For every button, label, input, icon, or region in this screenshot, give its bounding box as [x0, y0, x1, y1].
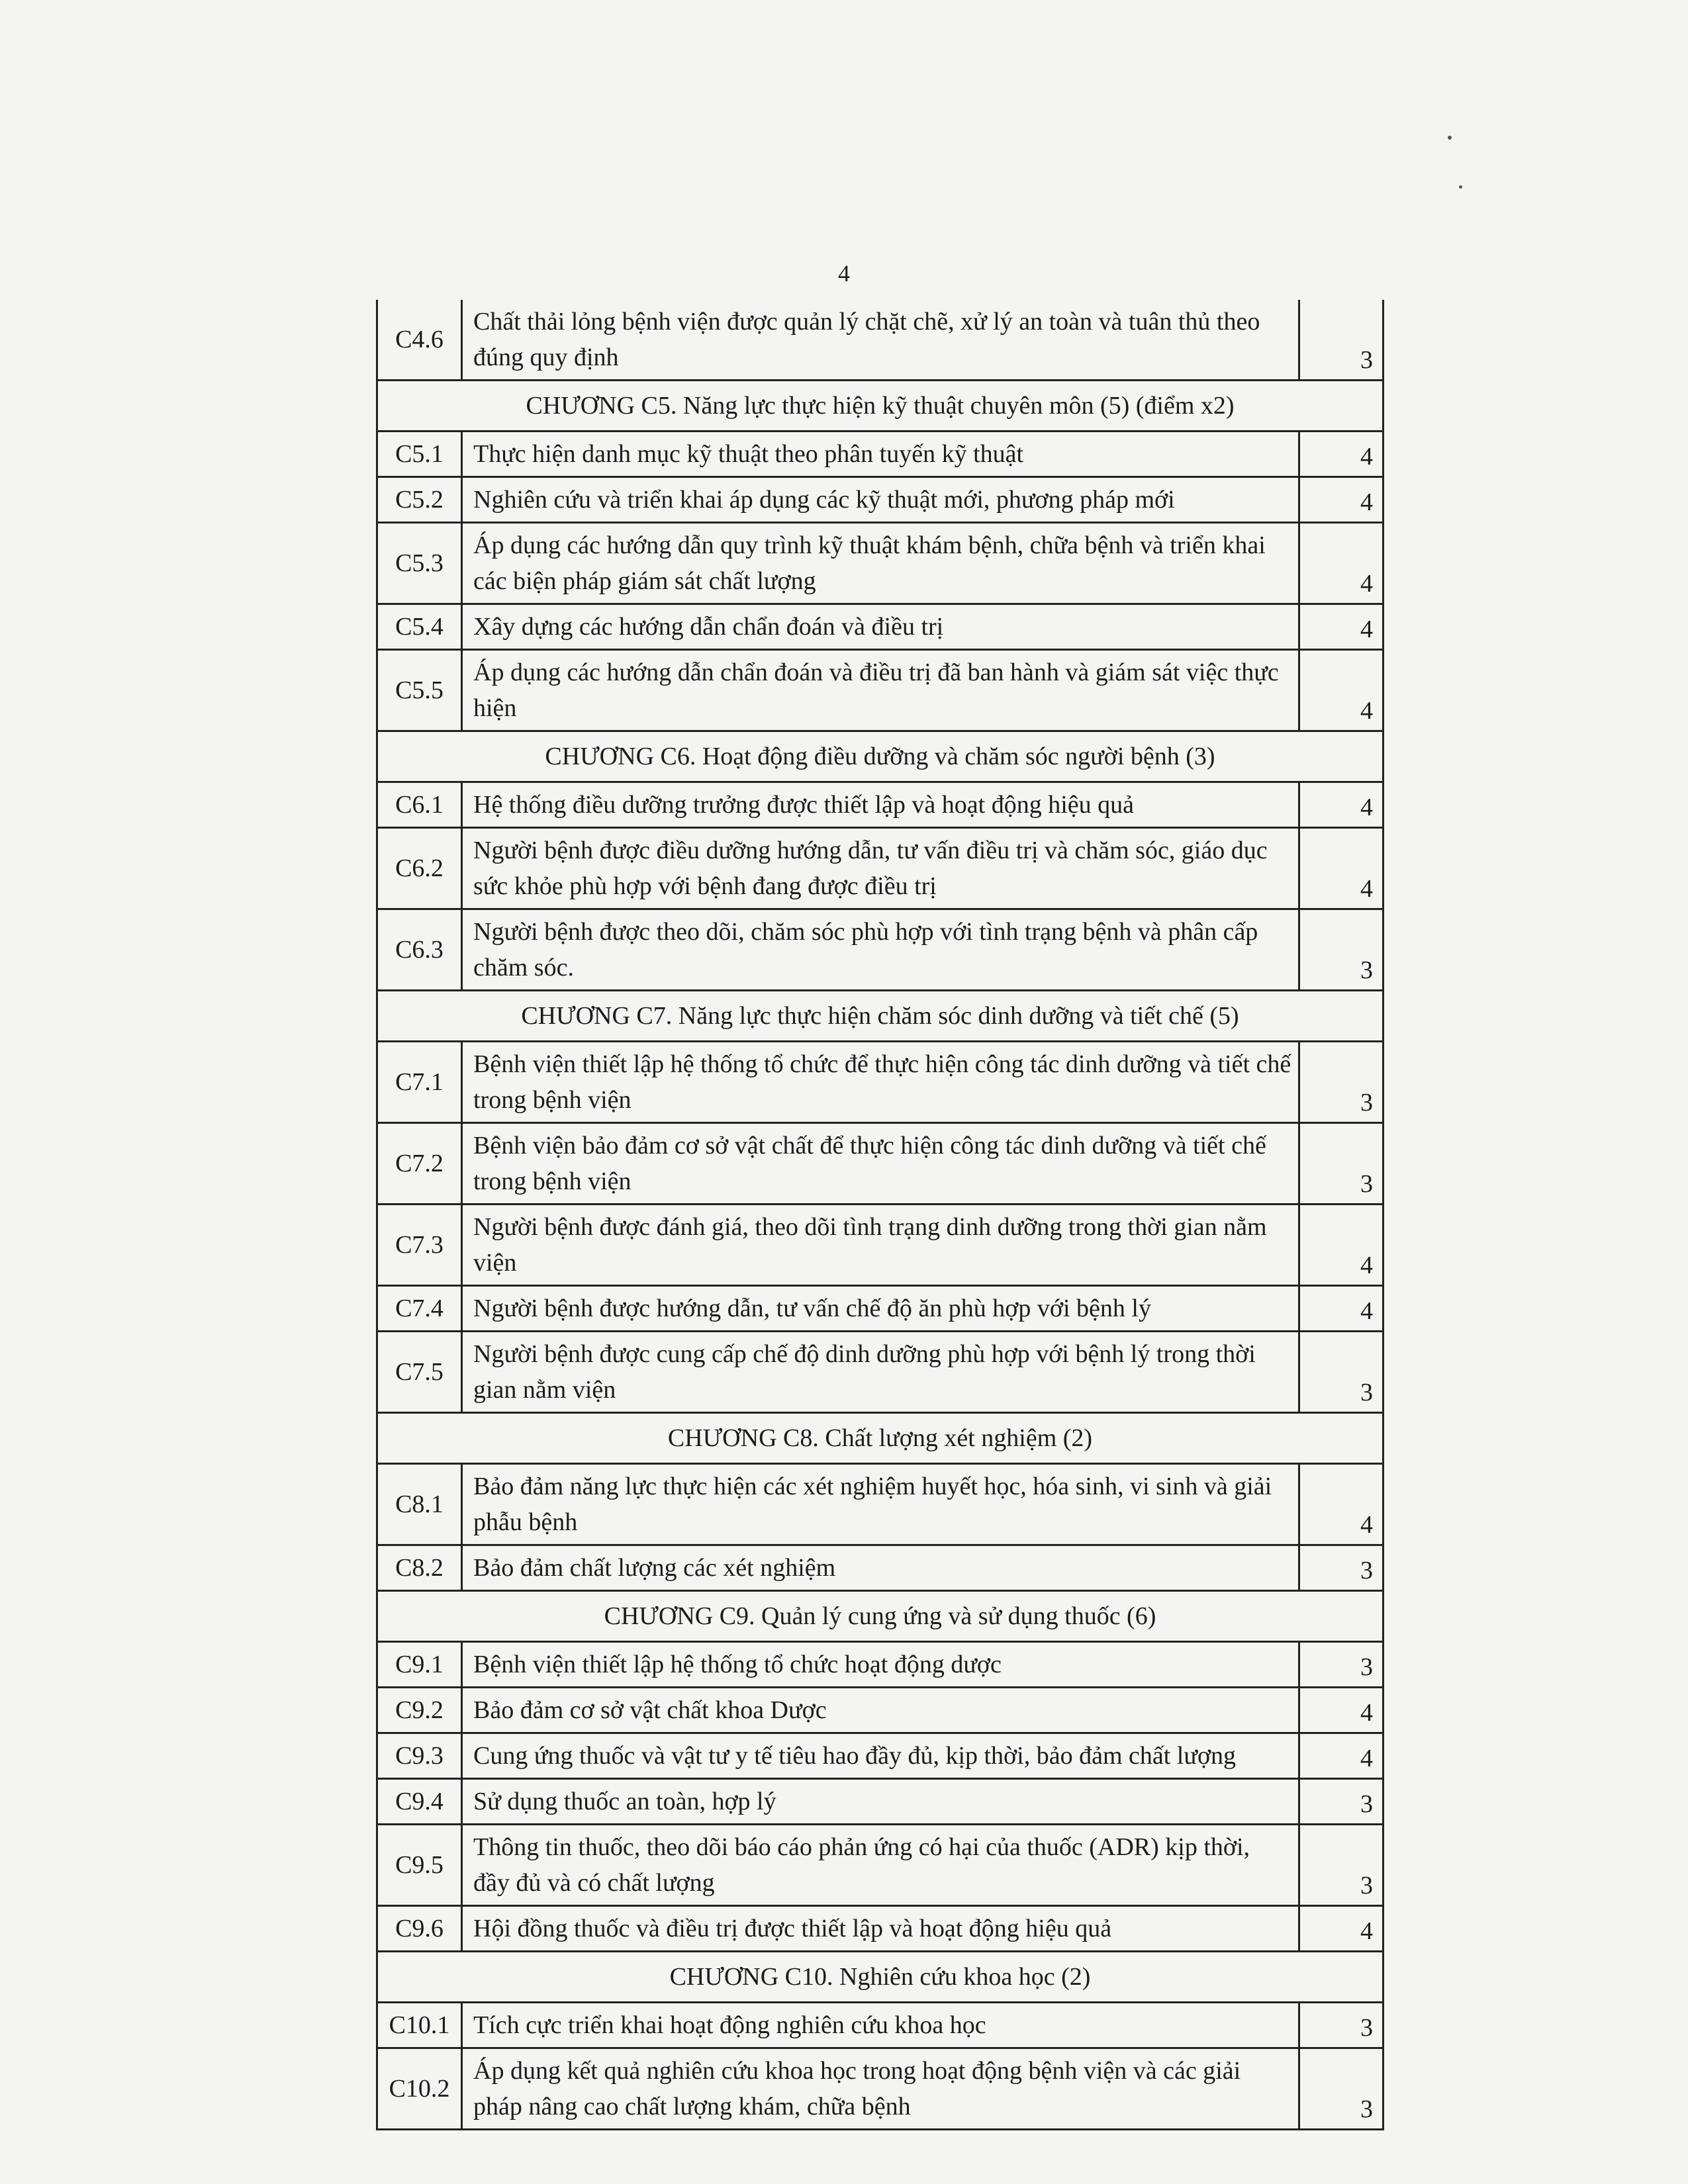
- chapter-title: CHƯƠNG C8. Chất lượng xét nghiệm (2): [377, 1413, 1383, 1464]
- criterion-code: C5.4: [377, 604, 462, 650]
- criterion-score: 4: [1299, 1464, 1383, 1545]
- scan-speck: [1448, 136, 1452, 140]
- criterion-code: C7.5: [377, 1332, 462, 1413]
- chapter-header-row: [377, 731, 1383, 782]
- criterion-row: [377, 523, 1383, 604]
- criterion-score: 4: [1299, 1906, 1383, 1952]
- criterion-row: [377, 1545, 1383, 1591]
- criterion-score: 3: [1299, 1123, 1383, 1205]
- criterion-score: 3: [1299, 1642, 1383, 1688]
- criterion-row: [377, 432, 1383, 477]
- criterion-description: Người bệnh được cung cấp chế độ dinh dưỡng phù hợp với bệnh lý trong thời gian nằm viện: [462, 1332, 1299, 1413]
- criterion-row: [377, 2048, 1383, 2130]
- criterion-description: Áp dụng kết quả nghiên cứu khoa học trong hoạt động bệnh viện và các giải pháp nâng cao chất lượng khám, chữa bệnh: [462, 2048, 1299, 2130]
- criterion-code: C8.1: [377, 1464, 462, 1545]
- criterion-code: C9.3: [377, 1733, 462, 1779]
- criterion-score: 4: [1299, 782, 1383, 828]
- criterion-row: [377, 604, 1383, 650]
- criterion-code: C5.3: [377, 523, 462, 604]
- criterion-code: C7.3: [377, 1205, 462, 1286]
- criterion-description: Chất thải lỏng bệnh viện được quản lý chặt chẽ, xử lý an toàn và tuân thủ theo đúng quy định: [462, 300, 1299, 381]
- criterion-row: [377, 1825, 1383, 1906]
- criterion-score: 4: [1299, 523, 1383, 604]
- criterion-description: Hội đồng thuốc và điều trị được thiết lập và hoạt động hiệu quả: [462, 1906, 1299, 1952]
- criterion-score: 3: [1299, 1042, 1383, 1123]
- criterion-score: 4: [1299, 1733, 1383, 1779]
- chapter-title: CHƯƠNG C9. Quản lý cung ứng và sử dụng thuốc (6): [377, 1591, 1383, 1642]
- criterion-row: [377, 1906, 1383, 1952]
- criterion-code: C5.1: [377, 432, 462, 477]
- chapter-title: CHƯƠNG C5. Năng lực thực hiện kỹ thuật chuyên môn (5) (điểm x2): [377, 381, 1383, 432]
- chapter-header-row: [377, 381, 1383, 432]
- criterion-row: [377, 1779, 1383, 1825]
- criterion-description: Thông tin thuốc, theo dõi báo cáo phản ứng có hại của thuốc (ADR) kịp thời, đầy đủ và có chất lượng: [462, 1825, 1299, 1906]
- criterion-score: 4: [1299, 1205, 1383, 1286]
- chapter-header-row: [377, 1413, 1383, 1464]
- criterion-code: C7.1: [377, 1042, 462, 1123]
- criterion-score: 3: [1299, 1545, 1383, 1591]
- criterion-code: C7.2: [377, 1123, 462, 1205]
- criterion-row: [377, 1464, 1383, 1545]
- criterion-description: Người bệnh được theo dõi, chăm sóc phù hợp với tình trạng bệnh và phân cấp chăm sóc.: [462, 909, 1299, 991]
- criterion-row: [377, 2003, 1383, 2048]
- criterion-code: C10.2: [377, 2048, 462, 2130]
- criterion-code: C9.5: [377, 1825, 462, 1906]
- criterion-score: 3: [1299, 2048, 1383, 2130]
- criterion-description: Tích cực triển khai hoạt động nghiên cứu khoa học: [462, 2003, 1299, 2048]
- criterion-code: C6.3: [377, 909, 462, 991]
- criterion-code: C6.1: [377, 782, 462, 828]
- criterion-score: 3: [1299, 909, 1383, 991]
- criterion-score: 4: [1299, 1688, 1383, 1733]
- criterion-row: [377, 1688, 1383, 1733]
- criterion-code: C5.5: [377, 650, 462, 731]
- criterion-code: C6.2: [377, 828, 462, 909]
- criterion-score: 4: [1299, 604, 1383, 650]
- criterion-score: 4: [1299, 477, 1383, 523]
- criterion-score: 4: [1299, 828, 1383, 909]
- criterion-description: Cung ứng thuốc và vật tư y tế tiêu hao đầy đủ, kịp thời, bảo đảm chất lượng: [462, 1733, 1299, 1779]
- criterion-row: [377, 650, 1383, 731]
- chapter-title: CHƯƠNG C6. Hoạt động điều dưỡng và chăm sóc người bệnh (3): [377, 731, 1383, 782]
- criterion-description: Sử dụng thuốc an toàn, hợp lý: [462, 1779, 1299, 1825]
- criterion-description: Bảo đảm cơ sở vật chất khoa Dược: [462, 1688, 1299, 1733]
- criterion-description: Nghiên cứu và triển khai áp dụng các kỹ thuật mới, phương pháp mới: [462, 477, 1299, 523]
- criterion-code: C7.4: [377, 1286, 462, 1332]
- criterion-row: [377, 909, 1383, 991]
- criterion-row: [377, 1332, 1383, 1413]
- criterion-description: Bảo đảm năng lực thực hiện các xét nghiệm huyết học, hóa sinh, vi sinh và giải phẫu bệnh: [462, 1464, 1299, 1545]
- page-number: 4: [838, 260, 850, 287]
- criterion-row: [377, 300, 1383, 381]
- criterion-row: [377, 477, 1383, 523]
- criterion-row: [377, 782, 1383, 828]
- criterion-row: [377, 1733, 1383, 1779]
- criterion-row: [377, 828, 1383, 909]
- criterion-score: 3: [1299, 1779, 1383, 1825]
- criterion-score: 3: [1299, 2003, 1383, 2048]
- criterion-code: C9.1: [377, 1642, 462, 1688]
- chapter-header-row: [377, 1952, 1383, 2003]
- criterion-code: C9.4: [377, 1779, 462, 1825]
- criterion-row: [377, 1205, 1383, 1286]
- criterion-code: C9.6: [377, 1906, 462, 1952]
- criterion-score: 3: [1299, 1332, 1383, 1413]
- criterion-code: C8.2: [377, 1545, 462, 1591]
- criterion-description: Người bệnh được điều dưỡng hướng dẫn, tư vấn điều trị và chăm sóc, giáo dục sức khỏe phù hợp với bệnh đang được điều trị: [462, 828, 1299, 909]
- criterion-score: 4: [1299, 432, 1383, 477]
- criteria-table: [376, 300, 1384, 2130]
- criterion-score: 3: [1299, 300, 1383, 381]
- criterion-code: C9.2: [377, 1688, 462, 1733]
- criterion-description: Áp dụng các hướng dẫn quy trình kỹ thuật khám bệnh, chữa bệnh và triển khai các biện pháp giám sát chất lượng: [462, 523, 1299, 604]
- criterion-row: [377, 1642, 1383, 1688]
- criterion-description: Bệnh viện thiết lập hệ thống tổ chức để thực hiện công tác dinh dưỡng và tiết chế trong bệnh viện: [462, 1042, 1299, 1123]
- chapter-header-row: [377, 1591, 1383, 1642]
- criterion-description: Bảo đảm chất lượng các xét nghiệm: [462, 1545, 1299, 1591]
- criterion-description: Thực hiện danh mục kỹ thuật theo phân tuyến kỹ thuật: [462, 432, 1299, 477]
- criterion-code: C4.6: [377, 300, 462, 381]
- criterion-score: 3: [1299, 1825, 1383, 1906]
- chapter-header-row: [377, 991, 1383, 1042]
- criterion-score: 4: [1299, 650, 1383, 731]
- criterion-code: C5.2: [377, 477, 462, 523]
- criterion-row: [377, 1286, 1383, 1332]
- criterion-description: Bệnh viện bảo đảm cơ sở vật chất để thực hiện công tác dinh dưỡng và tiết chế trong bệnh viện: [462, 1123, 1299, 1205]
- criterion-row: [377, 1042, 1383, 1123]
- criterion-description: Người bệnh được hướng dẫn, tư vấn chế độ ăn phù hợp với bệnh lý: [462, 1286, 1299, 1332]
- criterion-description: Người bệnh được đánh giá, theo dõi tình trạng dinh dưỡng trong thời gian nằm viện: [462, 1205, 1299, 1286]
- criterion-row: [377, 1123, 1383, 1205]
- scan-speck: [1459, 185, 1462, 189]
- chapter-title: CHƯƠNG C7. Năng lực thực hiện chăm sóc dinh dưỡng và tiết chế (5): [377, 991, 1383, 1042]
- chapter-title: CHƯƠNG C10. Nghiên cứu khoa học (2): [377, 1952, 1383, 2003]
- criterion-description: Áp dụng các hướng dẫn chẩn đoán và điều trị đã ban hành và giám sát việc thực hiện: [462, 650, 1299, 731]
- criterion-score: 4: [1299, 1286, 1383, 1332]
- criterion-description: Bệnh viện thiết lập hệ thống tổ chức hoạt động dược: [462, 1642, 1299, 1688]
- criterion-description: Xây dựng các hướng dẫn chẩn đoán và điều trị: [462, 604, 1299, 650]
- criterion-description: Hệ thống điều dưỡng trưởng được thiết lập và hoạt động hiệu quả: [462, 782, 1299, 828]
- criterion-code: C10.1: [377, 2003, 462, 2048]
